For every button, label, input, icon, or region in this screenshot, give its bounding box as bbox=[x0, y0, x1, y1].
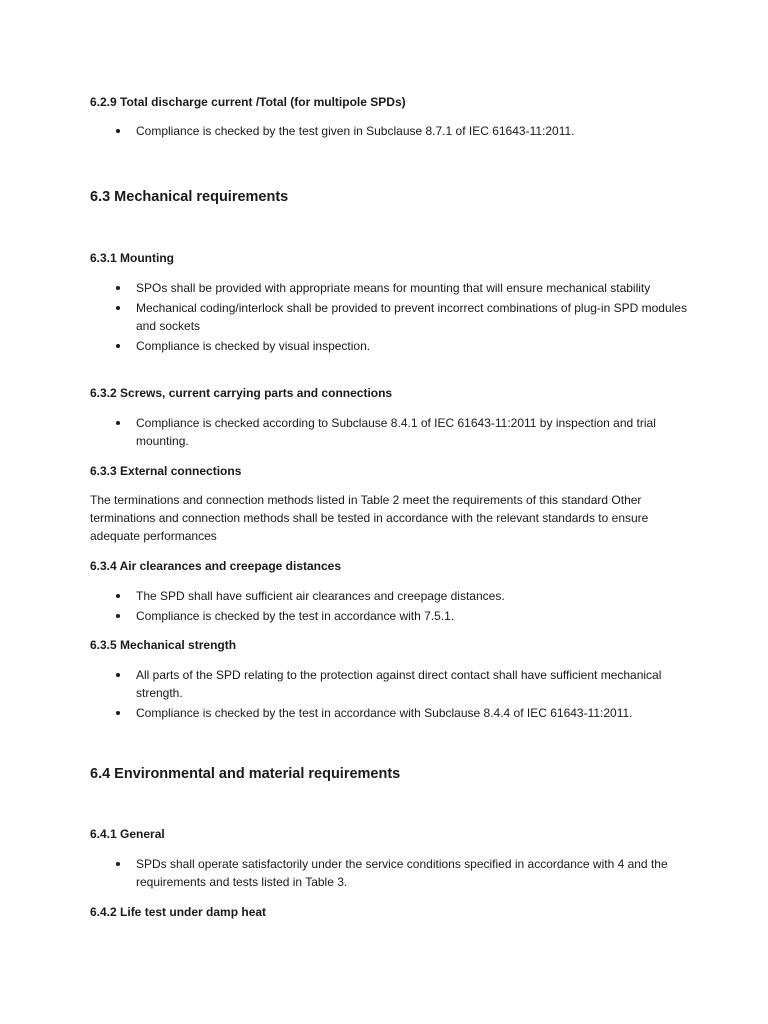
bullet-list-6-3-5 bbox=[90, 666, 690, 724]
bullet-list-6-3-1 bbox=[90, 279, 690, 357]
bullet-list-6-2-9 bbox=[90, 122, 690, 142]
list-item: Compliance is checked by the test given in Subclause 8.7.1 of IEC 61643-11:2011. bbox=[90, 122, 690, 140]
list-item: Compliance is checked by the test in accordance with 7.5.1. bbox=[90, 607, 690, 625]
bullet-list-6-3-4 bbox=[90, 587, 690, 627]
heading-6-3-5: 6.3.5 Mechanical strength bbox=[90, 638, 237, 652]
heading-6-3-1: 6.3.1 Mounting bbox=[90, 251, 174, 265]
list-item: Compliance is checked by the test in accordance with Subclause 8.4.4 of IEC 61643-11:2011. bbox=[90, 704, 690, 722]
heading-6-2-9: 6.2.9 Total discharge current /Total (for multipole SPDs) bbox=[90, 95, 406, 109]
heading-6-3-3: 6.3.3 External connections bbox=[90, 464, 242, 478]
heading-6-3-4: 6.3.4 Air clearances and creepage distances bbox=[90, 559, 342, 573]
paragraph-6-3-3: The terminations and connection methods listed in Table 2 meet the requirements of this standard Other terminations and connection methods shall be tested in accordance with the relevant standards to ensure adequate performances bbox=[90, 493, 649, 543]
list-item: All parts of the SPD relating to the protection against direct contact shall have sufficient mechanical strength. bbox=[90, 666, 690, 702]
list-item: Mechanical coding/interlock shall be provided to prevent incorrect combinations of plug-in SPD modules and sockets bbox=[90, 299, 690, 335]
list-item: The SPD shall have sufficient air clearances and creepage distances. bbox=[90, 587, 690, 605]
list-item: SPDs shall operate satisfactorily under the service conditions specified in accordance with 4 and the requirements and tests listed in Table 3. bbox=[90, 855, 690, 891]
heading-6-4: 6.4 Environmental and material requirements bbox=[90, 766, 401, 782]
bullet-list-6-3-2 bbox=[90, 414, 690, 452]
list-item: Compliance is checked by visual inspection. bbox=[90, 337, 690, 355]
list-item: SPOs shall be provided with appropriate means for mounting that will ensure mechanical stability bbox=[90, 279, 690, 297]
heading-6-4-2: 6.4.2 Life test under damp heat bbox=[90, 905, 267, 919]
heading-6-4-1: 6.4.1 General bbox=[90, 827, 165, 841]
heading-6-3-2: 6.3.2 Screws, current carrying parts and connections bbox=[90, 386, 393, 400]
bullet-list-6-4-1 bbox=[90, 855, 690, 893]
heading-6-3: 6.3 Mechanical requirements bbox=[90, 189, 289, 205]
list-item: Compliance is checked according to Subclause 8.4.1 of IEC 61643-11:2011 by inspection and trial mounting. bbox=[90, 414, 690, 450]
